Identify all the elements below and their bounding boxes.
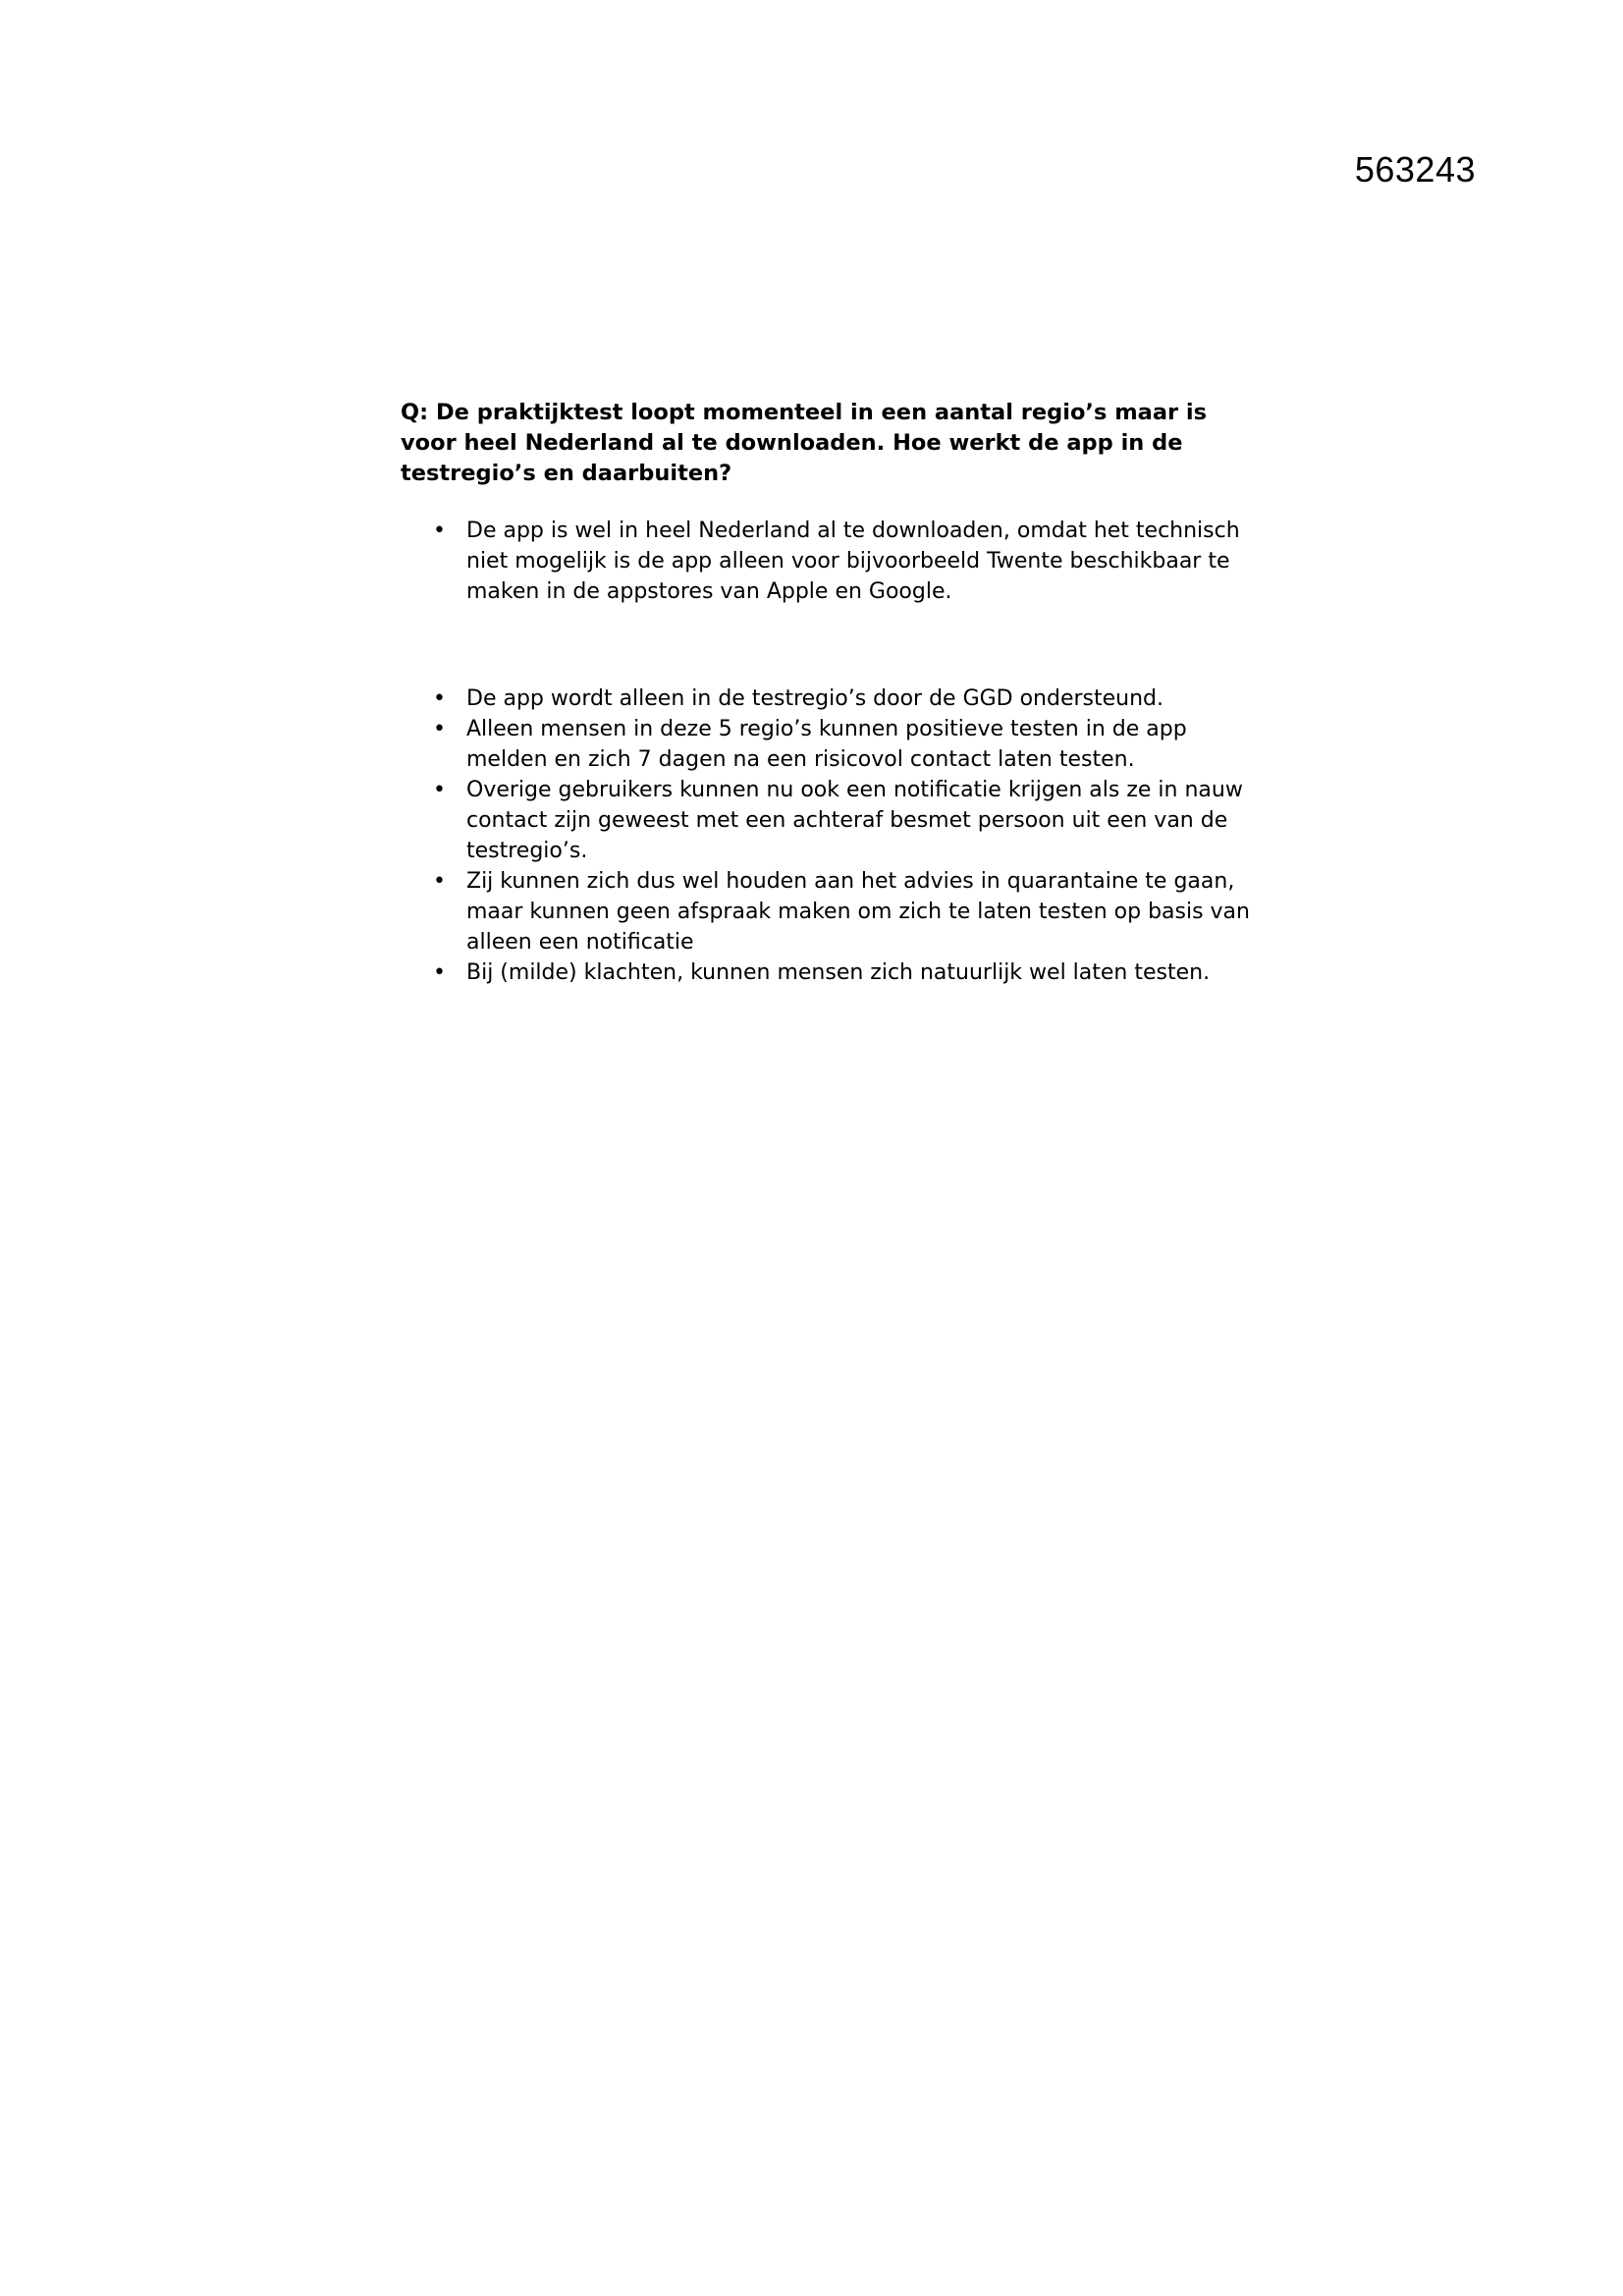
bullet-icon: •: [433, 778, 446, 802]
question-heading: Q: De praktijktest loopt momenteel in een aantal regio’s maar is voor heel Nederland al te downloaden. Hoe werkt de app in de testregio’s en daarbuiten?: [401, 400, 1208, 486]
bullet-icon: •: [433, 519, 446, 543]
document-body: [401, 398, 1255, 988]
list-item-text: Overige gebruikers kunnen nu ook een notificatie krijgen als ze in nauw contact zijn geweest met een achteraf besmet persoon uit een van de testregio’s.: [466, 778, 1243, 863]
bullet-icon: •: [433, 717, 446, 741]
list-item-text: Alleen mensen in deze 5 regio’s kunnen positieve testen in de app melden en zich 7 dagen na een risicovol contact laten testen.: [466, 717, 1187, 772]
list-item: [401, 516, 1255, 607]
list-item: [401, 775, 1255, 866]
bullet-icon: •: [433, 686, 446, 711]
list-item-text: De app wordt alleen in de testregio’s door de GGD ondersteund.: [466, 686, 1164, 711]
list-item: [401, 683, 1255, 714]
bullet-icon: •: [433, 869, 446, 894]
list-item-text: Bij (milde) klachten, kunnen mensen zich natuurlijk wel laten testen.: [466, 960, 1211, 985]
document-number: 563243: [1354, 149, 1476, 190]
list-item: [401, 714, 1255, 775]
answer-list-1: [401, 516, 1255, 607]
bullet-icon: •: [433, 960, 446, 985]
list-item: [401, 866, 1255, 957]
list-item-text: De app is wel in heel Nederland al te downloaden, omdat het technisch niet mogelijk is de app alleen voor bijvoorbeeld Twente beschikbaar te maken in de appstores van Apple en Google.: [466, 519, 1240, 604]
list-item-text: Zij kunnen zich dus wel houden aan het advies in quarantaine te gaan, maar kunnen geen afspraak maken om zich te laten testen op basis van alleen een notificatie: [466, 869, 1250, 955]
answer-list-2: [401, 683, 1255, 988]
list-item: [401, 957, 1255, 988]
